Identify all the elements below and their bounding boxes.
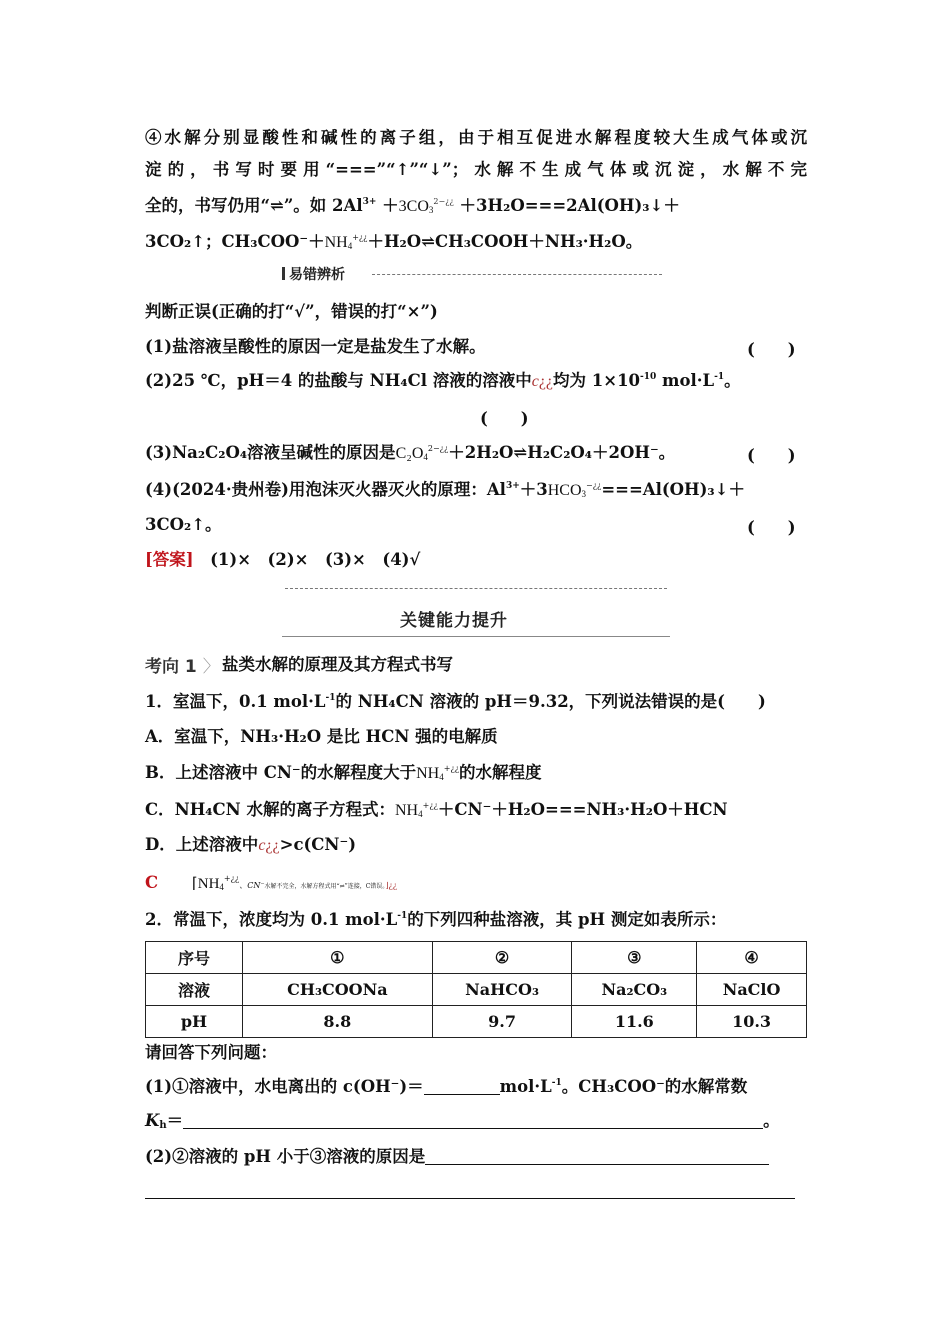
text: ＋3H₂O===2Al(OH)₃↓＋: [459, 196, 680, 215]
q1-option-b[interactable]: B．上述溶液中 CN⁻的水解程度大于$NH_4^{+¿¿}$的水解程度: [145, 763, 542, 782]
kaoxiang-label: 考向 1 〉: [145, 657, 220, 677]
kaoxiang-title: 盐类水解的原理及其方程式书写: [222, 655, 453, 674]
q2-part1: (1)①溶液中，水电离出的 $c(OH^-)= mol\cdot L^{-1}$。CH₃COO⁻的水解常数: [145, 1077, 748, 1096]
ph-table: [145, 941, 807, 1038]
q1-stem: 1．室温下，0.1 $mol\cdot L^{-1}$的 NH₄CN 溶液的 pH＝9.32，下列说法错误的是( ): [145, 692, 766, 711]
intro-line-4: 3CO₂↑；$CH_3COO^-+NH_4^{+¿¿}+H_2O\rightleftharpoons CH_3COOH+NH_3\cdot H_2O$。: [145, 232, 643, 251]
ion-co3: $+3CO_3^{2-¿¿}$: [382, 196, 454, 215]
table-row: [146, 974, 807, 1006]
answer-blank[interactable]: [425, 1146, 769, 1165]
table-cell: 序号: [146, 942, 243, 974]
judge-q4-cont: 3CO₂↑。: [145, 515, 222, 534]
table-cell: NaClO: [697, 974, 807, 1006]
answer-line: [145, 549, 807, 571]
text: 全的，书写仍用“⇌”。如 2Al: [145, 196, 363, 215]
q2-stem: 2．常温下，浓度均为 0.1 $mol\cdot L^{-1}$的下列四种盐溶液，其 pH 测定如表所示：: [145, 910, 727, 929]
header-divider: [372, 274, 662, 275]
judge-q2: (2)25 ℃，pH＝4 的盐酸与 NH₄Cl 溶液的溶液中c¿¿均为 $1\times 10^{-10}$ $mol\cdot L^{-1}$。: [145, 371, 741, 390]
yicuo-header: 易错辨析: [282, 264, 345, 284]
table-row: [146, 942, 807, 974]
section-underline: [282, 636, 670, 637]
text: 3CO₂↑；CH₃COO⁻＋: [145, 232, 325, 251]
q2-prompt: 请回答下列问题：: [145, 1043, 277, 1062]
table-cell: 9.7: [432, 1006, 572, 1038]
table-cell: 10.3: [697, 1006, 807, 1038]
section-title: 关键能力提升: [400, 611, 508, 631]
table-cell: 8.8: [243, 1006, 433, 1038]
bar-icon: [282, 267, 285, 280]
judge-q3: (3)Na₂C₂O₄溶液呈碱性的原因是$C_2O_4^{2-¿¿}+2H_2O\rightleftharpoons H_2C_2O_4+2OH^-$。: [145, 443, 676, 462]
answer-paren-4[interactable]: ( ): [747, 518, 796, 537]
q1-option-c[interactable]: C．NH₄CN 水解的离子方程式：$NH_4^{+¿¿}+CN^-+H_2O===NH_3\cdot H_2O+HCN$: [145, 800, 728, 819]
ion-nh4: NH: [324, 234, 348, 251]
table-row: [146, 1006, 807, 1038]
q1-answer: C $⌈NH_4^{+¿¿}$、CN⁻水解不完全，水解方程式用“⇌”连接，C错误。⌋¿¿: [145, 873, 398, 892]
answer-blank[interactable]: [145, 1180, 795, 1199]
q2-part1-cont: $K_h=$ 。: [145, 1111, 780, 1131]
intro-line-1: ④水解分别显酸性和碱性的离子组，由于相互促进水解程度较大生成气体或沉: [145, 128, 807, 147]
q2-part2-cont: [145, 1180, 807, 1202]
q2-part2: (2)②溶液的 pH 小于③溶液的原因是: [145, 1146, 807, 1168]
table-cell: ④: [697, 942, 807, 974]
text: ＋H₂O⇌CH₃COOH＋NH₃·H₂O。: [367, 232, 643, 251]
table-cell: 11.6: [572, 1006, 697, 1038]
table-cell: 溶液: [146, 974, 243, 1006]
table-cell: Na₂CO₃: [572, 974, 697, 1006]
answer-paren-2[interactable]: ( ): [480, 409, 529, 428]
answer-paren-1[interactable]: ( ): [747, 340, 796, 359]
intro-line-3: 全的，书写仍用“⇌”。如 $2Al^{3+} +3CO_3^{2-¿¿}$ ＋3H₂O===2Al(OH)₃↓＋: [145, 196, 680, 215]
intro-line-2: 淀的，书写时要用“===”“↑”“↓”；水解不生成气体或沉淀，水解不完: [145, 160, 807, 179]
answer-blank[interactable]: [183, 1110, 763, 1129]
table-cell: CH₃COONa: [243, 974, 433, 1006]
box-bottom-divider: [285, 588, 667, 589]
table-cell: ③: [572, 942, 697, 974]
q1-answer-letter: C: [145, 873, 159, 892]
answer-label: [答案]: [145, 550, 194, 569]
table-cell: ②: [432, 942, 572, 974]
q1-note: 水解不完全，水解方程式用“⇌”连接，C错误。: [264, 883, 386, 890]
answer-text: (1)× (2)× (3)× (4)√: [210, 550, 421, 569]
judge-title: 判断正误(正确的打“√”，错误的打“×”): [145, 302, 438, 321]
q1-option-a[interactable]: A．室温下，NH₃·H₂O 是比 HCN 强的电解质: [145, 727, 498, 746]
table-cell: NaHCO₃: [432, 974, 572, 1006]
judge-q4: (4)(2024·贵州卷)用泡沫灭火器灭火的原理：$Al^{3+}+3HCO_3^{-¿¿}===Al(OH)_3↓+$: [145, 480, 745, 499]
answer-blank[interactable]: [424, 1076, 500, 1095]
table-cell: ①: [243, 942, 433, 974]
q1-option-d[interactable]: D．上述溶液中c¿¿>c(CN⁻): [145, 835, 357, 854]
answer-paren-3[interactable]: ( ): [747, 446, 796, 465]
judge-q1: (1)盐溶液呈酸性的原因一定是盐发生了水解。: [145, 337, 486, 356]
table-cell: pH: [146, 1006, 243, 1038]
